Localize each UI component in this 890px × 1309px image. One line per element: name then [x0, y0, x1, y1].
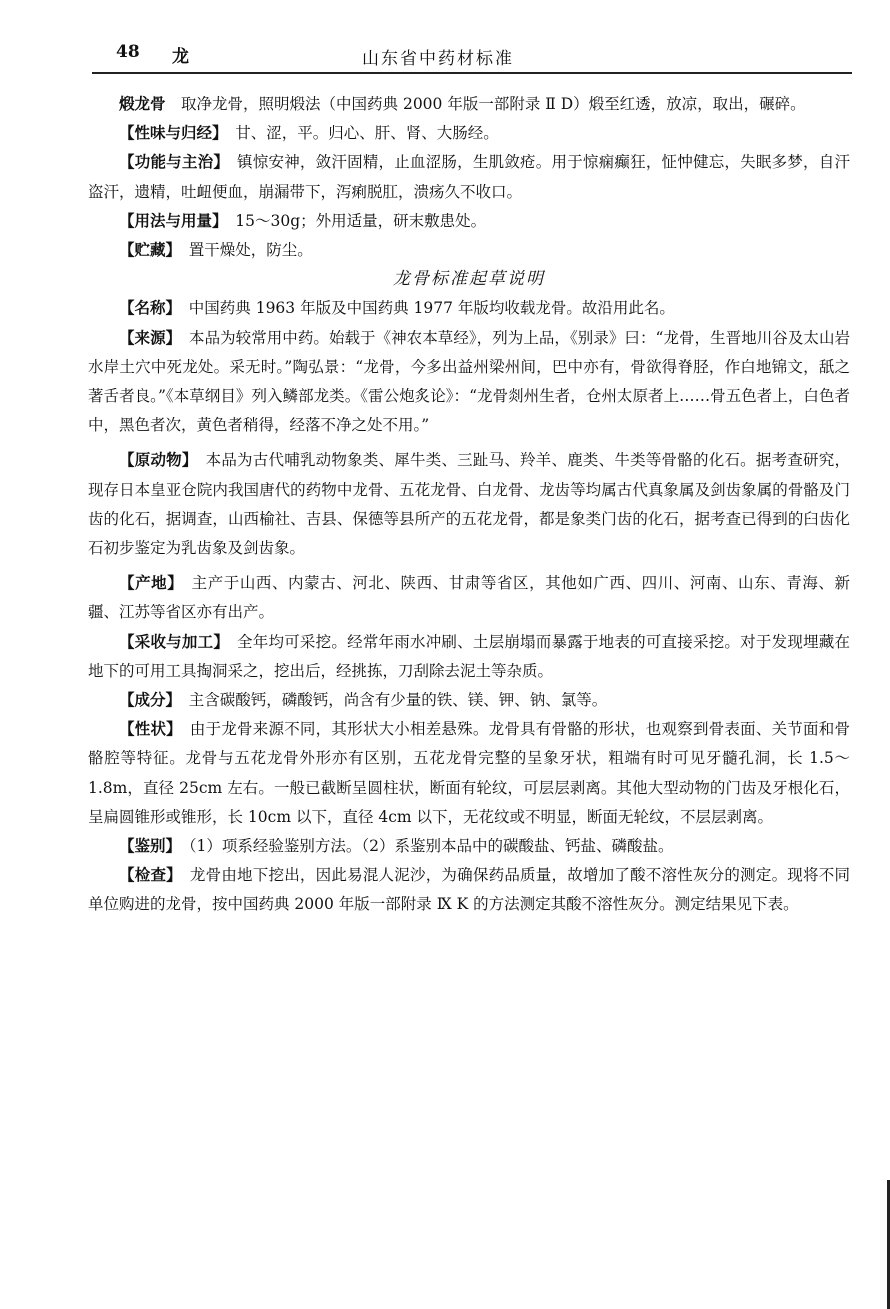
paragraph-label: 【性状】 [119, 720, 175, 739]
paragraph-identification [88, 832, 850, 861]
paragraph-inspection [88, 861, 850, 919]
paragraph-label: 【采收与加工】 [119, 632, 222, 651]
paragraph-label: 【鉴别】 [119, 837, 174, 856]
paragraph-nature-taste [88, 119, 850, 148]
page-header [92, 40, 852, 74]
paragraph-characteristics [88, 715, 850, 832]
paragraph-original-animal [88, 446, 850, 563]
paragraph-origin [88, 569, 850, 627]
paragraph-label: 【功能与主治】 [119, 153, 222, 172]
paragraph-text: 甘、涩，平。归心、肝、肾、大肠经。 [235, 124, 499, 143]
paragraph-text: 置干燥处，防尘。 [188, 241, 313, 260]
paragraph-label: 【来源】 [119, 328, 174, 347]
book-title: 山东省中药材标准 [362, 49, 514, 69]
paragraph-text: 由于龙骨来源不同，其形状大小相差悬殊。龙骨具有骨骼的形状，也观察到骨表面、关节面和骨骼腔等特征。龙骨与五花龙骨外形亦有区别，五花龙骨完整的呈象牙状，粗端有时可见牙髓孔洞，长 1.5～1.8m，直径 25cm 左右。一般已截断呈圆柱状，断面有轮纹，可层层剥离。其他大型动物的门齿及牙根化石，呈扁圆锥形或锥形，长 10cm 以下，直径 4cm 以下，无花纹或不明显，断面无轮纹，不层层剥离。 [88, 720, 850, 826]
paragraph-text: 中国药典 1963 年版及中国药典 1977 年版均收载龙骨。故沿用此名。 [188, 299, 675, 318]
paragraph-composition [88, 686, 850, 715]
page-content [88, 90, 850, 920]
paragraph-text: 15～30g；外用适量，研末敷患处。 [235, 211, 487, 230]
paragraph-storage [88, 236, 850, 265]
paragraph-text: 龙骨由地下挖出，因此易混人泥沙，为确保药品质量，故增加了酸不溶性灰分的测定。现将不同单位购进的龙骨，按中国药典 2000 年版一部附录 Ⅸ K 的方法测定其酸不溶性灰分。测定结果见下表。 [88, 866, 850, 914]
paragraph-harvest [88, 628, 850, 686]
paragraph-label: 【名称】 [119, 299, 174, 318]
page-number: 48 [116, 42, 140, 62]
paragraph-name [88, 294, 850, 323]
paragraph-text: （1）项系经验鉴别方法。（2）系鉴别本品中的碳酸盐、钙盐、磷酸盐。 [188, 837, 674, 856]
paragraph-function [88, 148, 850, 206]
section-title: 龙骨标准起草说明 [393, 269, 545, 290]
paragraph-label: 【检查】 [119, 866, 175, 885]
paragraph-text: 主产于山西、内蒙古、河北、陕西、甘肃等省区，其他如广西、四川、河南、山东、青海、新疆、江苏等省区亦有出产。 [88, 574, 850, 622]
paragraph-text: 本品为古代哺乳动物象类、犀牛类、三趾马、羚羊、鹿类、牛类等骨骼的化石。据考查研究，现存日本皇亚仓院内我国唐代的药物中龙骨、五花龙骨、白龙骨、龙齿等均属古代真象属及剑齿象属的骨骼及门齿的化石，据调查，山西榆社、吉县、保德等县所产的五花龙骨，都是象类门齿的化石，据考查已得到的臼齿化石初步鉴定为乳齿象及剑齿象。 [88, 451, 850, 558]
paragraph-label: 煅龙骨 [119, 95, 166, 113]
paragraph-label: 【原动物】 [119, 451, 190, 470]
paragraph-label: 【产地】 [119, 574, 176, 593]
paragraph-label: 【成分】 [119, 691, 174, 710]
paragraph-calcined-longgu [88, 90, 850, 119]
paragraph-label: 【贮藏】 [119, 241, 174, 260]
paragraph-source [88, 324, 850, 441]
paragraph-dosage [88, 207, 850, 236]
paragraph-label: 【性味与归经】 [119, 124, 220, 143]
paragraph-text: 全年均可采挖。经常年雨水冲刷、土层崩塌而暴露于地表的可直接采挖。对于发现埋藏在地下的可用工具掏洞采之，挖出后，经挑拣，刀刮除去泥土等杂质。 [88, 632, 850, 680]
paragraph-text: 主含碳酸钙，磷酸钙，尚含有少量的铁、镁、钾、钠、氯等。 [188, 691, 608, 710]
chapter-name: 龙 [172, 47, 189, 67]
paragraph-text: 取净龙骨，照明煅法（中国药典 2000 年版一部附录 Ⅱ D）煅至红透，放凉，取出，碾碎。 [181, 95, 806, 113]
paragraph-text: 本品为较常用中药。始载于《神农本草经》，列为上品，《别录》曰：“龙骨，生晋地川谷及太山岩水岸土穴中死龙处。采无时。”陶弘景：“龙骨，今多出益州梁州间，巴中亦有，骨欲得脊胫，作白地锦文，舐之著舌者良。”《本草纲目》列入鳞部龙类。《雷公炮炙论》：“龙骨剡州生者，仓州太原者上……骨五色者上，白色者中，黑色者次，黄色者稍得，经落不净之处不用。” [88, 328, 850, 435]
paragraph-text: 镇惊安神，敛汗固精，止血涩肠，生肌敛疮。用于惊痫癫狂，怔忡健忘，失眠多梦，自汗盗汗，遗精，吐衄便血，崩漏带下，泻痢脱肛，溃疡久不收口。 [88, 153, 850, 201]
paragraph-label: 【用法与用量】 [119, 211, 220, 230]
